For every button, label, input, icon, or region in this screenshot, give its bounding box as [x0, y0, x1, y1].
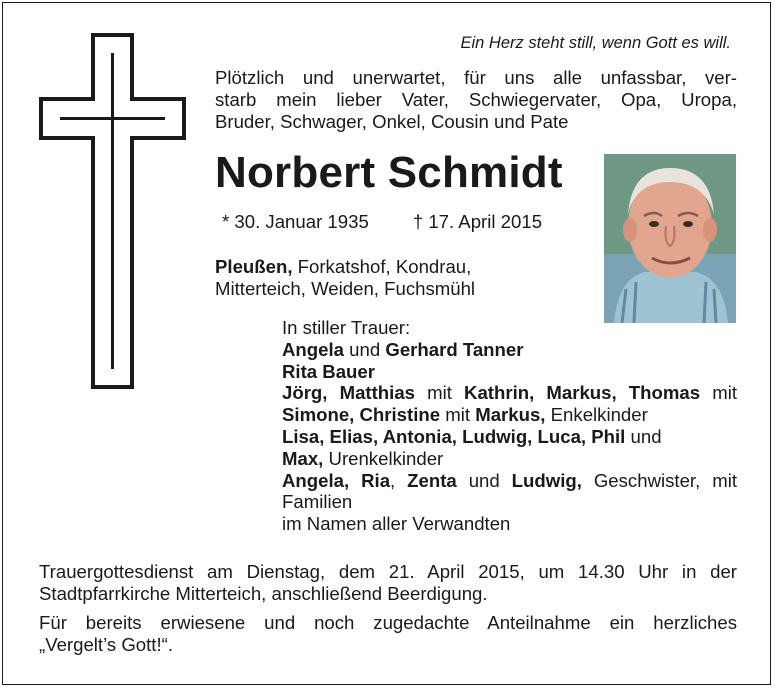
thanks-line: Für bereits erwiesene und noch zugedachte Anteilnahme ein herzliches	[39, 612, 737, 633]
birth-date: * 30. Januar 1935	[222, 211, 369, 232]
mourners-heading: In stiller Trauer:	[282, 317, 411, 338]
place-bold: Pleußen,	[215, 256, 293, 277]
portrait-photo	[604, 154, 736, 323]
mourner-line: Angela, Ria, Zenta und Ludwig, Geschwister, mit	[282, 469, 737, 491]
cross-icon	[38, 33, 187, 389]
thanks-line: „Vergelt’s Gott!“.	[39, 634, 173, 655]
intro-line: Bruder, Schwager, Onkel, Cousin und Pate	[215, 111, 569, 132]
mourner-line: Jörg, Matthias mit Kathrin, Markus, Thomas mit	[282, 382, 737, 404]
mourner-line: Angela und Gerhard Tanner	[282, 338, 524, 360]
mourners-list	[282, 317, 737, 535]
places	[215, 256, 475, 300]
intro-line: starb mein lieber Vater, Schwiegervater, Opa, Uropa,	[215, 89, 737, 110]
mourner-line: Simone, Christine mit Markus, Enkelkinder	[282, 404, 648, 426]
quote: Ein Herz steht still, wenn Gott es will.	[460, 34, 731, 52]
thanks-text	[39, 612, 737, 656]
service-line: Trauergottesdienst am Dienstag, dem 21. April 2015, um 14.30 Uhr in der	[39, 561, 737, 582]
service-line: Stadtpfarrkirche Mitterteich, anschließend Beerdigung.	[39, 583, 488, 604]
intro-text	[215, 67, 737, 133]
funeral-service	[39, 561, 737, 605]
deceased-name: Norbert Schmidt	[215, 148, 563, 197]
place-text: Mitterteich, Weiden, Fuchsmühl	[215, 278, 476, 299]
mourner-line: Max, Urenkelkinder	[282, 447, 444, 469]
mourner-line: Lisa, Elias, Antonia, Ludwig, Luca, Phil und	[282, 425, 662, 447]
mourner-line: Rita Bauer	[282, 360, 375, 382]
life-dates	[222, 211, 542, 233]
intro-line: Plötzlich und unerwartet, für uns alle unfassbar, ver-	[215, 67, 737, 88]
mourner-line: Familien	[282, 491, 353, 513]
death-date: † 17. April 2015	[412, 211, 543, 232]
place-text: Forkatshof, Kondrau,	[292, 256, 472, 277]
mourner-line: im Namen aller Verwandten	[282, 513, 511, 535]
